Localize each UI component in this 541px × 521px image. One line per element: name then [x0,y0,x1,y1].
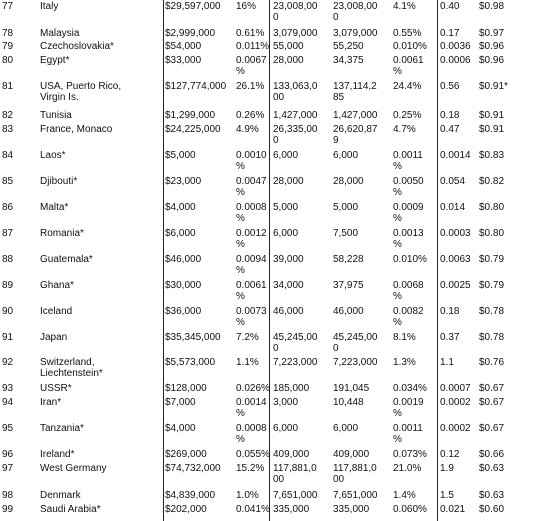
value-b-cell: 409,000 [333,449,370,460]
row-number-cell: 99 [2,504,14,515]
amount-cell: $24,225,000 [165,124,221,135]
amount-cell: $127,774,000 [165,81,227,92]
value-a-cell: 133,063,0 00 [273,81,318,103]
value-b-cell: 10,448 [333,397,364,408]
country-name-cell: Egypt* [40,55,70,66]
percent-b-cell: 0.010% [393,41,427,52]
value-b-cell: 28,000 [333,176,364,187]
percent-amount-cell: 0.26% [236,110,265,121]
column-divider [163,0,164,521]
value-b-cell: 55,250 [333,41,364,52]
row-number-cell: 88 [2,254,14,265]
amount-cell: $33,000 [165,55,202,66]
amount-cell: $7,000 [165,397,196,408]
percent-b-cell: 0.010% [393,254,427,265]
percent-amount-cell: 0.041% [236,504,270,515]
percent-b-cell: 0.55% [393,28,422,39]
country-name-cell: USA, Puerto Rico, Virgin Is. [40,81,122,103]
row-number-cell: 94 [2,397,14,408]
row-number-cell: 79 [2,41,14,52]
row-number-cell: 89 [2,280,14,291]
amount-cell: $2,999,000 [165,28,216,39]
amount-cell: $5,573,000 [165,357,216,368]
value-a-cell: 1,427,000 [273,110,318,121]
row-number-cell: 84 [2,150,14,161]
ratio-cell: 0.18 [440,110,460,121]
value-a-cell: 46,000 [273,306,304,317]
percent-amount-cell: 0.61% [236,28,265,39]
row-number-cell: 92 [2,357,14,368]
percent-amount-cell: 0.0008 % [236,202,267,224]
country-name-cell: France, Monaco [40,124,113,135]
ratio-cell: 0.021 [440,504,466,515]
row-number-cell: 95 [2,423,14,434]
percent-amount-cell: 7.2% [236,332,259,343]
amount-cell: $4,839,000 [165,490,216,501]
amount-cell: $30,000 [165,280,202,291]
amount-cell: $6,000 [165,228,196,239]
amount-cell: $74,732,000 [165,463,221,474]
value-a-cell: 7,651,000 [273,490,318,501]
percent-b-cell: 0.0011 % [393,150,423,172]
price-cell: $0.96 [479,55,505,66]
value-b-cell: 7,223,000 [333,357,378,368]
percent-b-cell: 0.0082 % [393,306,424,328]
ratio-cell: 0.18 [440,306,460,317]
row-number-cell: 98 [2,490,14,501]
value-a-cell: 5,000 [273,202,299,213]
percent-b-cell: 0.060% [393,504,427,515]
value-a-cell: 6,000 [273,150,299,161]
percent-amount-cell: 0.0012 % [236,228,267,250]
price-cell: $0.82 [479,176,505,187]
percent-b-cell: 4.1% [393,1,416,12]
amount-cell: $35,345,000 [165,332,221,343]
country-name-cell: Guatemala* [40,254,93,265]
percent-b-cell: 1.4% [393,490,416,501]
price-cell: $0.76 [479,357,505,368]
column-divider [437,0,438,521]
country-name-cell: Tanzania* [40,423,84,434]
amount-cell: $4,000 [165,202,196,213]
ratio-cell: 0.17 [440,28,460,39]
value-b-cell: 45,245,00 0 [333,332,378,354]
value-b-cell: 58,228 [333,254,364,265]
country-name-cell: West Germany [40,463,107,474]
percent-amount-cell: 15.2% [236,463,265,474]
value-b-cell: 5,000 [333,202,359,213]
percent-amount-cell: 1.0% [236,490,259,501]
country-name-cell: Japan [40,332,68,343]
country-name-cell: Iceland [40,306,73,317]
price-cell: $0.63 [479,490,505,501]
value-a-cell: 28,000 [273,176,304,187]
percent-b-cell: 8.1% [393,332,416,343]
ratio-cell: 0.0036 [440,41,471,52]
column-divider [269,0,270,521]
value-b-cell: 1,427,000 [333,110,378,121]
value-a-cell: 185,000 [273,383,310,394]
value-b-cell: 6,000 [333,150,359,161]
price-cell: $0.80 [479,228,505,239]
value-b-cell: 23,008,00 0 [333,1,378,23]
ratio-cell: 0.0063 [440,254,471,265]
percent-amount-cell: 0.0014 % [236,397,267,419]
percent-b-cell: 1.3% [393,357,416,368]
value-b-cell: 46,000 [333,306,364,317]
country-name-cell: Tunisia [40,110,72,121]
percent-b-cell: 0.0013 % [393,228,424,250]
row-number-cell: 97 [2,463,14,474]
value-a-cell: 3,079,000 [273,28,318,39]
ratio-cell: 1.5 [440,490,454,501]
value-b-cell: 6,000 [333,423,359,434]
row-number-cell: 96 [2,449,14,460]
row-number-cell: 83 [2,124,14,135]
value-a-cell: 7,223,000 [273,357,318,368]
country-name-cell: Laos* [40,150,66,161]
percent-amount-cell: 0.0010 % [236,150,267,172]
value-b-cell: 117,881,0 00 [333,463,377,485]
ratio-cell: 0.0002 [440,423,471,434]
price-cell: $0.91* [479,81,508,92]
percent-b-cell: 24.4% [393,81,422,92]
percent-amount-cell: 0.0061 % [236,280,267,302]
country-name-cell: Denmark [40,490,81,501]
price-cell: $0.67 [479,423,505,434]
value-a-cell: 28,000 [273,55,304,66]
value-a-cell: 6,000 [273,228,299,239]
amount-cell: $46,000 [165,254,202,265]
value-a-cell: 55,000 [273,41,304,52]
amount-cell: $5,000 [165,150,196,161]
row-number-cell: 82 [2,110,14,121]
value-a-cell: 23,008,00 0 [273,1,318,23]
price-cell: $0.97 [479,28,505,39]
price-cell: $0.63 [479,463,505,474]
row-number-cell: 85 [2,176,14,187]
country-name-cell: Malaysia [40,28,80,39]
percent-amount-cell: 0.0008 % [236,423,267,445]
percent-amount-cell: 0.011% [236,41,270,52]
price-cell: $0.79 [479,254,505,265]
country-name-cell: Ireland* [40,449,75,460]
row-number-cell: 87 [2,228,14,239]
value-a-cell: 26,335,00 0 [273,124,318,146]
ratio-cell: 0.47 [440,124,460,135]
percent-amount-cell: 0.0047 % [236,176,267,198]
price-cell: $0.91 [479,110,505,121]
value-a-cell: 335,000 [273,504,310,515]
percent-b-cell: 0.0011 % [393,423,423,445]
value-b-cell: 37,975 [333,280,364,291]
ratio-cell: 0.0007 [440,383,471,394]
price-cell: $0.98 [479,1,505,12]
ratio-cell: 1.1 [440,357,454,368]
value-b-cell: 7,500 [333,228,359,239]
amount-cell: $1,299,000 [165,110,216,121]
percent-b-cell: 0.0061 % [393,55,424,77]
amount-cell: $29,597,000 [165,1,221,12]
ratio-cell: 0.0025 [440,280,471,291]
row-number-cell: 91 [2,332,14,343]
value-a-cell: 6,000 [273,423,299,434]
percent-b-cell: 0.034% [393,383,427,394]
value-a-cell: 409,000 [273,449,310,460]
price-cell: $0.66 [479,449,505,460]
row-number-cell: 77 [2,1,14,12]
country-name-cell: Italy [40,1,59,12]
ratio-cell: 0.0014 [440,150,471,161]
value-b-cell: 137,114,2 85 [333,81,377,103]
price-cell: $0.67 [479,383,505,394]
percent-amount-cell: 1.1% [236,357,259,368]
amount-cell: $4,000 [165,423,196,434]
ratio-cell: 0.12 [440,449,460,460]
country-name-cell: Malta* [40,202,69,213]
percent-amount-cell: 0.0067 % [236,55,267,77]
amount-cell: $128,000 [165,383,207,394]
value-a-cell: 3,000 [273,397,299,408]
price-cell: $0.79 [479,280,505,291]
price-cell: $0.91 [479,124,505,135]
percent-amount-cell: 16% [236,1,257,12]
country-name-cell: Czechoslovakia* [40,41,114,52]
value-b-cell: 335,000 [333,504,370,515]
ratio-cell: 0.054 [440,176,466,187]
ratio-cell: 0.0002 [440,397,471,408]
row-number-cell: 78 [2,28,14,39]
percent-amount-cell: 26.1% [236,81,265,92]
row-number-cell: 81 [2,81,14,92]
value-b-cell: 26,620,87 9 [333,124,378,146]
amount-cell: $36,000 [165,306,202,317]
value-b-cell: 7,651,000 [333,490,378,501]
value-b-cell: 34,375 [333,55,364,66]
country-name-cell: Ghana* [40,280,74,291]
price-cell: $0.78 [479,306,505,317]
country-name-cell: Saudi Arabia* [40,504,101,515]
amount-cell: $202,000 [165,504,207,515]
percent-amount-cell: 0.026% [236,383,270,394]
ratio-cell: 0.014 [440,202,466,213]
price-cell: $0.83 [479,150,505,161]
value-b-cell: 3,079,000 [333,28,378,39]
percent-amount-cell: 0.055% [236,449,270,460]
amount-cell: $54,000 [165,41,202,52]
percent-b-cell: 0.0068 % [393,280,424,302]
value-a-cell: 34,000 [273,280,304,291]
ratio-cell: 0.0006 [440,55,471,66]
percent-amount-cell: 0.0094 % [236,254,267,276]
value-a-cell: 117,881,0 00 [273,463,317,485]
percent-b-cell: 21.0% [393,463,422,474]
price-cell: $0.78 [479,332,505,343]
percent-b-cell: 0.0019 % [393,397,424,419]
percent-b-cell: 0.0009 % [393,202,424,224]
price-cell: $0.67 [479,397,505,408]
percent-b-cell: 0.073% [393,449,427,460]
amount-cell: $269,000 [165,449,207,460]
row-number-cell: 90 [2,306,14,317]
amount-cell: $23,000 [165,176,202,187]
ratio-cell: 0.37 [440,332,460,343]
country-name-cell: Romania* [40,228,84,239]
row-number-cell: 80 [2,55,14,66]
row-number-cell: 93 [2,383,14,394]
country-name-cell: USSR* [40,383,72,394]
percent-b-cell: 0.0050 % [393,176,424,198]
price-cell: $0.60 [479,504,505,515]
ratio-cell: 1.9 [440,463,454,474]
ratio-cell: 0.56 [440,81,460,92]
row-number-cell: 86 [2,202,14,213]
value-a-cell: 45,245,00 0 [273,332,318,354]
price-cell: $0.96 [479,41,505,52]
ratio-cell: 0.40 [440,1,460,12]
value-a-cell: 39,000 [273,254,304,265]
country-name-cell: Iran* [40,397,62,408]
ratio-cell: 0.0003 [440,228,471,239]
percent-amount-cell: 0.0073 % [236,306,267,328]
country-name-cell: Switzerland, Liechtenstein* [40,357,103,379]
country-name-cell: Djibouti* [40,176,78,187]
price-cell: $0.80 [479,202,505,213]
percent-amount-cell: 4.9% [236,124,259,135]
percent-b-cell: 4.7% [393,124,416,135]
value-b-cell: 191,045 [333,383,370,394]
percent-b-cell: 0.25% [393,110,422,121]
